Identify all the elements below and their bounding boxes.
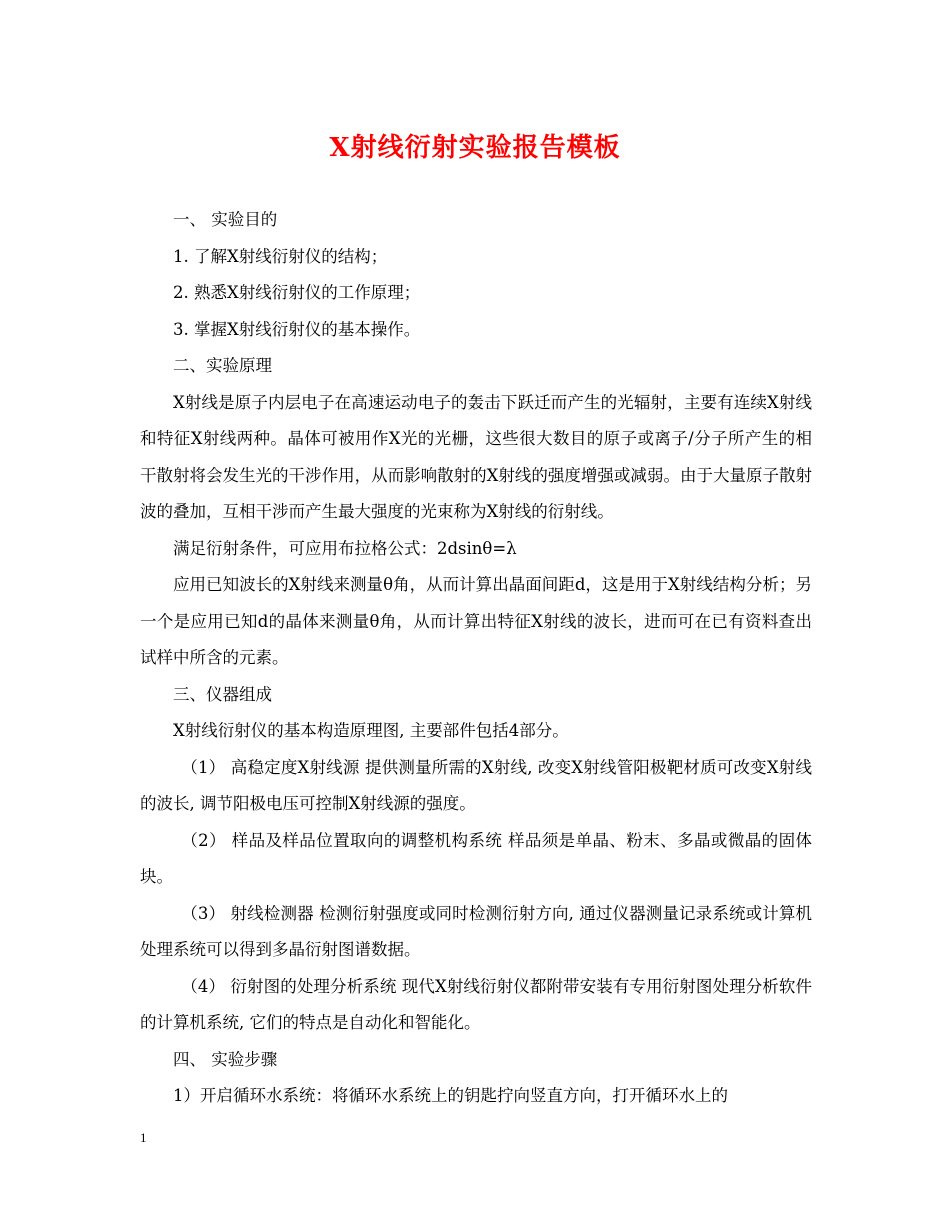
document-body bbox=[140, 202, 812, 1115]
paragraph: 1）开启循环水系统：将循环水系统上的钥匙拧向竖直方向，打开循环水上的 bbox=[173, 1086, 728, 1105]
paragraph: 应用已知波长的X射线来测量θ角，从而计算出晶面间距d，这是用于X射线结构分析；另一个是应用已知d的晶体来测量θ角，从而计算出特征X射线的波长，进而可在已有资料查出试样中所含的元素。 bbox=[140, 575, 812, 667]
document-title: X射线衍射实验报告模板 bbox=[329, 133, 621, 163]
list-item: 2. 熟悉X射线衍射仪的工作原理； bbox=[173, 283, 421, 302]
list-item: （4） 衍射图的处理分析系统 现代X射线衍射仪都附带安装有专用衍射图处理分析软件的计算机系统, 它们的特点是自动化和智能化。 bbox=[140, 976, 812, 1032]
page-number: 1 bbox=[140, 1130, 147, 1145]
section-heading-steps: 四、 实验步骤 bbox=[173, 1049, 278, 1069]
list-item: 1. 了解X射线衍射仪的结构； bbox=[173, 246, 388, 266]
list-item: （3） 射线检测器 检测衍射强度或同时检测衍射方向, 通过仪器测量记录系统或计算机处理系统可以得到多晶衍射图谱数据。 bbox=[140, 903, 812, 959]
section-heading-instrument: 三、仪器组成 bbox=[173, 684, 272, 704]
section-heading-principle: 二、实验原理 bbox=[173, 356, 272, 375]
list-item: （1） 高稳定度X射线源 提供测量所需的X射线, 改变X射线管阳极靶材质可改变X射线的波长, 调节阳极电压可控制X射线源的强度。 bbox=[140, 757, 812, 813]
paragraph-bragg-formula: 满足衍射条件，可应用布拉格公式：2dsinθ=λ bbox=[173, 538, 517, 558]
list-item: 3. 掌握X射线衍射仪的基本操作。 bbox=[173, 319, 421, 339]
paragraph: X射线是原子内层电子在高速运动电子的轰击下跃迁而产生的光辐射，主要有连续X射线和特征X射线两种。晶体可被用作X光的光栅，这些很大数目的原子或离子/分子所产生的相干散射将会发生光的干涉作用，从而影响散射的X射线的强度增强或减弱。由于大量原子散射波的叠加，互相干涉而产生最大强度的光束称为X射线的衍射线。 bbox=[140, 392, 812, 521]
paragraph: X射线衍射仪的基本构造原理图, 主要部件包括4部分。 bbox=[173, 721, 569, 740]
section-heading-purpose: 一、 实验目的 bbox=[173, 210, 278, 229]
list-item: （2） 样品及样品位置取向的调整机构系统 样品须是单晶、粉末、多晶或微晶的固体块。 bbox=[140, 830, 812, 886]
